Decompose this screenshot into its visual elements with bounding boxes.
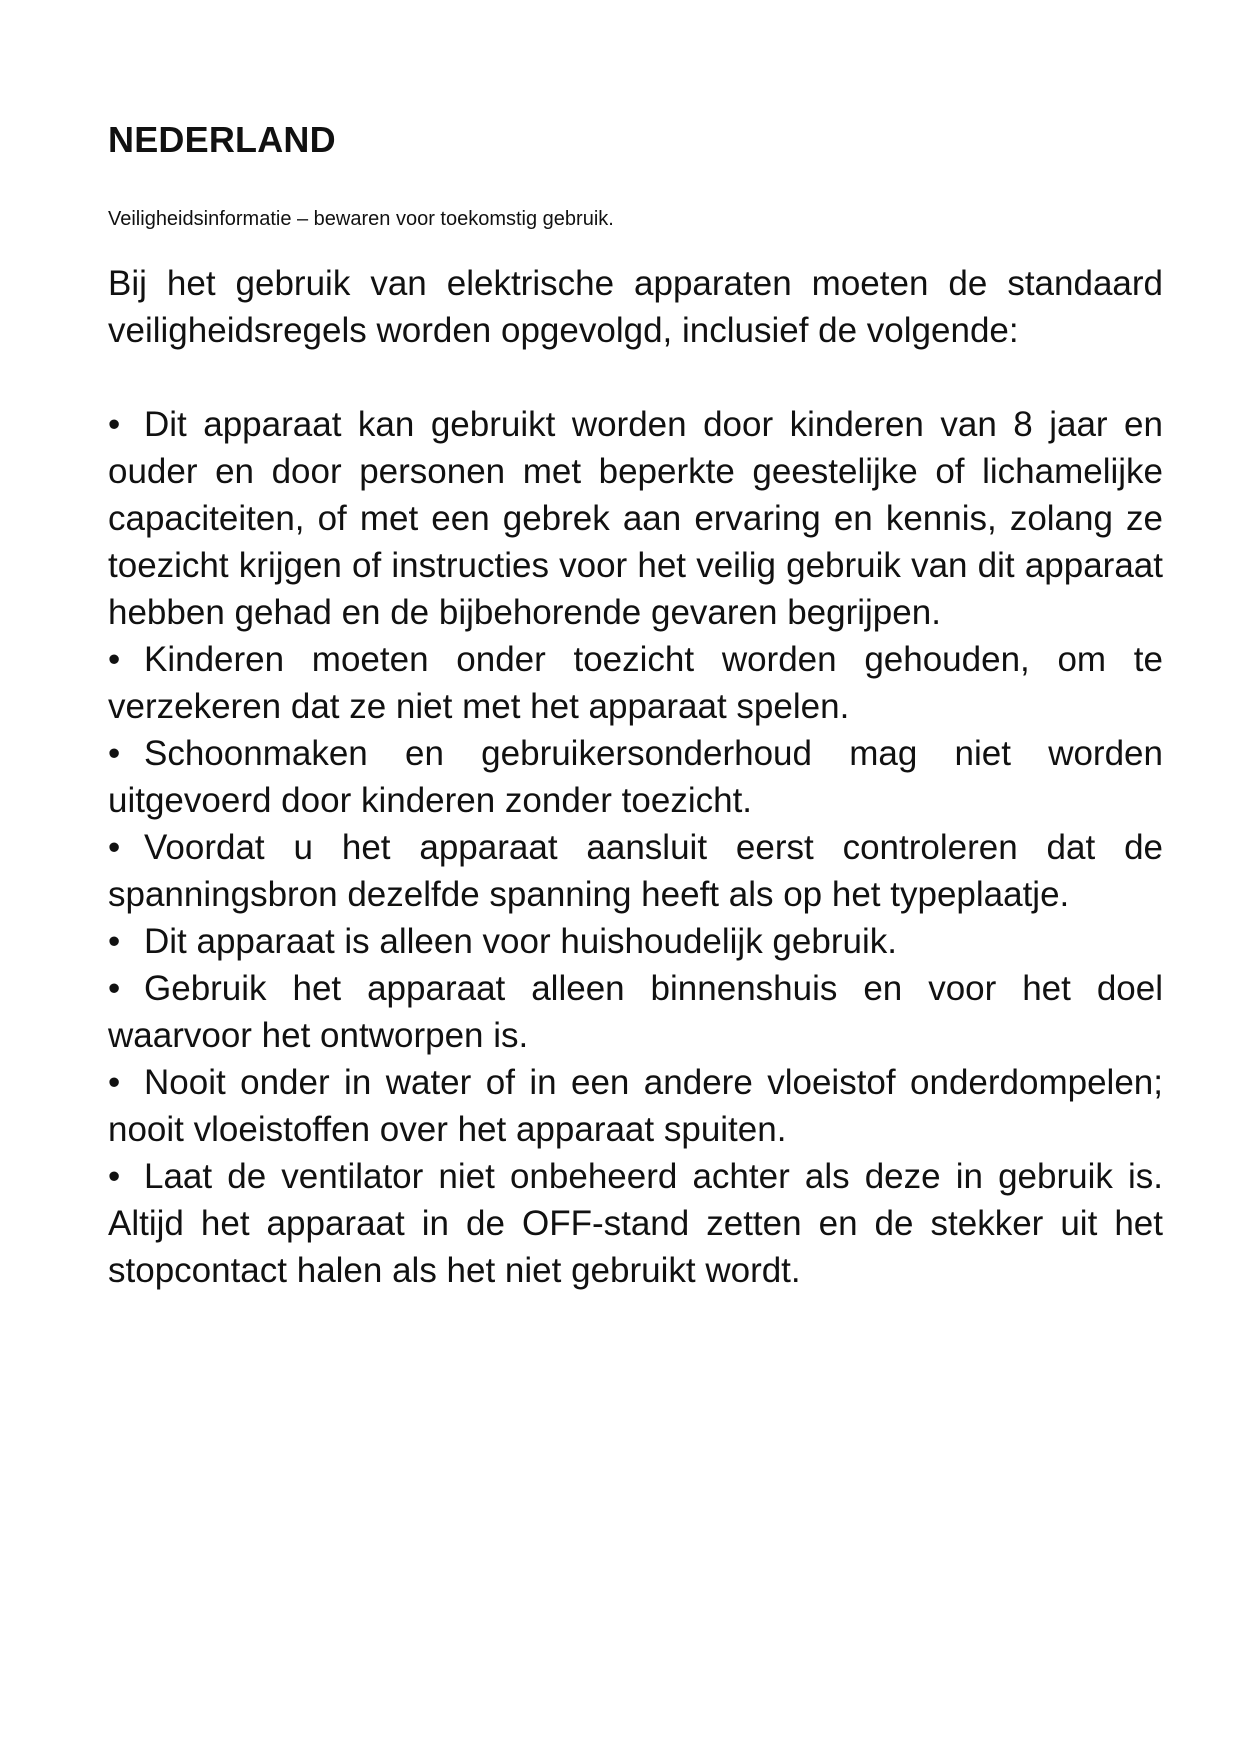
safety-rule-text: Schoonmaken en gebruikersonderhoud mag niet worden uitgevoerd door kinderen zonder toezicht. — [108, 734, 1163, 820]
safety-rule-text: Nooit onder in water of in een andere vloeistof onderdompelen; nooit vloeistoffen over het apparaat spuiten. — [108, 1063, 1163, 1149]
safety-rule-text: Laat de ventilator niet onbeheerd achter als deze in gebruik is. Altijd het apparaat in de OFF-stand zetten en de stekker uit het stopcontact halen als het niet gebruikt wordt. — [108, 1157, 1163, 1290]
bullet-icon: • — [108, 1063, 121, 1102]
bullet-icon: • — [108, 640, 121, 679]
safety-rule — [108, 965, 1163, 1059]
page-subtitle: Veiligheidsinformatie – bewaren voor toekomstig gebruik. — [108, 208, 614, 230]
bullet-icon: • — [108, 405, 121, 444]
safety-rule-text: Voordat u het apparaat aansluit eerst controleren dat de spanningsbron dezelfde spanning heeft als op het typeplaatje. — [108, 828, 1163, 914]
document-page — [108, 118, 1163, 1294]
safety-rule — [108, 730, 1163, 824]
intro-paragraph: Bij het gebruik van elektrische apparaten moeten de standaard veiligheidsregels worden opgevolgd, inclusief de volgende: — [108, 264, 1163, 350]
bullet-icon: • — [108, 969, 121, 1008]
page-title: NEDERLAND — [108, 119, 336, 160]
bullet-icon: • — [108, 1157, 121, 1196]
safety-rules-list — [108, 401, 1163, 1294]
safety-rule — [108, 1059, 1163, 1153]
safety-rule-text: Dit apparaat kan gebruikt worden door kinderen van 8 jaar en ouder en door personen met beperkte geestelijke of lichamelijke capaciteiten, of met een gebrek aan ervaring en kennis, zolang ze toezicht krijgen of instructies voor het veilig gebruik van dit apparaat hebben gehad en de bijbehorende gevaren begrijpen. — [108, 405, 1163, 632]
bullet-icon: • — [108, 828, 121, 867]
safety-rule-text: Kinderen moeten onder toezicht worden gehouden, om te verzekeren dat ze niet met het apparaat spelen. — [108, 640, 1163, 726]
bullet-icon: • — [108, 922, 121, 961]
safety-rule-text: Dit apparaat is alleen voor huishoudelijk gebruik. — [144, 922, 897, 961]
safety-rule — [108, 636, 1163, 730]
safety-rule — [108, 824, 1163, 918]
safety-rule — [108, 401, 1163, 636]
safety-rule-text: Gebruik het apparaat alleen binnenshuis en voor het doel waarvoor het ontworpen is. — [108, 969, 1163, 1055]
safety-rule — [108, 918, 1163, 965]
bullet-icon: • — [108, 734, 121, 773]
safety-rule — [108, 1153, 1163, 1294]
